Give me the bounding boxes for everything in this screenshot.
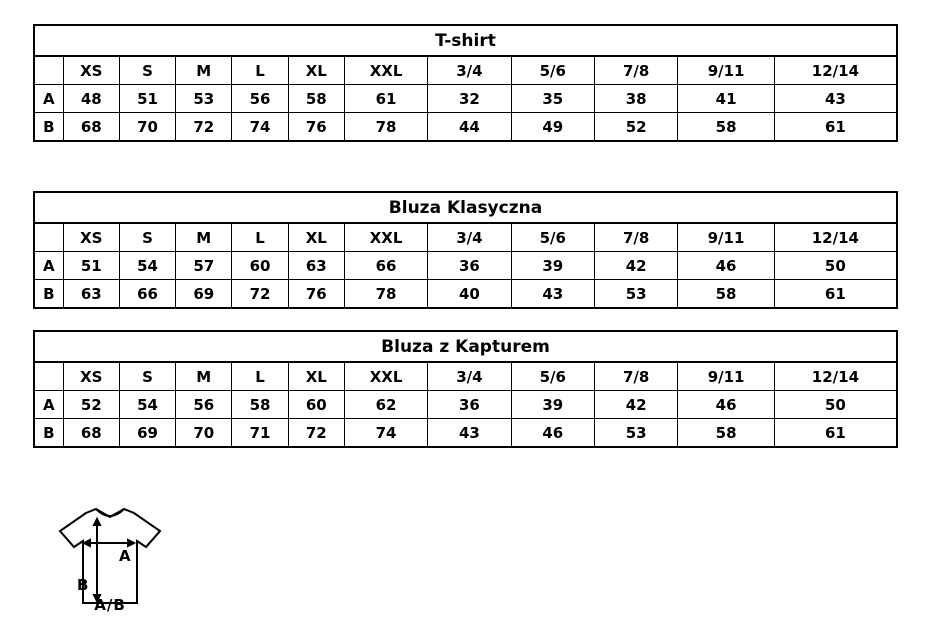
table-header-row (34, 223, 897, 252)
table-cell: 54 (119, 391, 175, 419)
table-cell: 74 (344, 419, 427, 448)
column-header: XL (288, 362, 344, 391)
table-cell: 39 (511, 391, 594, 419)
size-table-bluza-z-kapturem (33, 330, 898, 448)
table-cell: 74 (232, 113, 288, 142)
table-cell: 66 (344, 252, 427, 280)
table-cell: 69 (176, 280, 232, 309)
table-cell: 43 (428, 419, 511, 448)
column-header: 3/4 (428, 56, 511, 85)
column-header: XL (288, 223, 344, 252)
row-label: A (34, 252, 63, 280)
table-header-row (34, 56, 897, 85)
table-cell: 58 (232, 391, 288, 419)
column-header: S (119, 223, 175, 252)
table-cell: 63 (288, 252, 344, 280)
column-header: M (176, 56, 232, 85)
table-row (34, 113, 897, 142)
table-cell: 58 (678, 113, 774, 142)
row-label: B (34, 280, 63, 309)
table-cell: 52 (63, 391, 119, 419)
table-cell: 46 (678, 391, 774, 419)
size-table-tshirt (33, 24, 898, 142)
column-header: 7/8 (595, 362, 678, 391)
table-cell: 78 (344, 113, 427, 142)
column-header: 7/8 (595, 56, 678, 85)
table-cell: 60 (232, 252, 288, 280)
table-cell: 43 (774, 85, 897, 113)
column-header: 12/14 (774, 362, 897, 391)
row-label: B (34, 419, 63, 448)
table-cell: 68 (63, 419, 119, 448)
table-cell: 72 (232, 280, 288, 309)
table-cell: 36 (428, 252, 511, 280)
table-cell: 76 (288, 113, 344, 142)
table-cell: 53 (176, 85, 232, 113)
table-title-row (34, 192, 897, 223)
table-cell: 66 (119, 280, 175, 309)
table-cell: 61 (774, 113, 897, 142)
column-header: 7/8 (594, 223, 677, 252)
table-cell: 38 (595, 85, 678, 113)
column-header: M (176, 223, 232, 252)
table-cell: 63 (63, 280, 119, 309)
table-cell: 70 (119, 113, 175, 142)
table-title: Bluza z Kapturem (34, 331, 897, 362)
table-cell: 60 (288, 391, 344, 419)
corner-cell (34, 362, 63, 391)
table-title-row (34, 25, 897, 56)
table-cell: 61 (344, 85, 427, 113)
table-cell: 56 (176, 391, 232, 419)
column-header: M (176, 362, 232, 391)
table-row (34, 391, 897, 419)
table-row (34, 280, 897, 309)
column-header: L (232, 362, 288, 391)
column-header: S (119, 56, 175, 85)
table-cell: 32 (428, 85, 511, 113)
table-cell: 52 (595, 113, 678, 142)
table-cell: 53 (594, 280, 677, 309)
column-header: L (232, 56, 288, 85)
table-cell: 78 (344, 280, 427, 309)
column-header: XS (63, 223, 119, 252)
table-cell: 70 (176, 419, 232, 448)
column-header: 9/11 (678, 362, 774, 391)
column-header: 5/6 (511, 56, 594, 85)
table-row (34, 419, 897, 448)
table-cell: 48 (63, 85, 119, 113)
table-cell: 57 (176, 252, 232, 280)
column-header: XL (288, 56, 344, 85)
table-cell: 42 (594, 252, 677, 280)
measure-a-arrow-right (128, 540, 134, 546)
column-header: 3/4 (428, 362, 511, 391)
table-cell: 54 (119, 252, 175, 280)
column-header: S (119, 362, 175, 391)
table-cell: 35 (511, 85, 594, 113)
table-title: Bluza Klasyczna (34, 192, 897, 223)
corner-cell (34, 223, 63, 252)
corner-cell (34, 56, 63, 85)
table-cell: 46 (511, 419, 594, 448)
table-cell: 62 (344, 391, 427, 419)
measure-a-label: A (119, 547, 131, 565)
table-header-row (34, 362, 897, 391)
table-cell: 49 (511, 113, 594, 142)
column-header: 3/4 (428, 223, 511, 252)
table-cell: 72 (288, 419, 344, 448)
table-cell: 58 (678, 280, 774, 309)
table-cell: 61 (774, 419, 897, 448)
table-cell: 56 (232, 85, 288, 113)
table-cell: 40 (428, 280, 511, 309)
row-label: A (34, 85, 63, 113)
measure-b-arrow-top (94, 519, 100, 525)
table-row (34, 252, 897, 280)
table-cell: 72 (176, 113, 232, 142)
table-cell: 58 (678, 419, 774, 448)
column-header: 9/11 (678, 56, 774, 85)
table-cell: 51 (119, 85, 175, 113)
column-header: 5/6 (511, 362, 594, 391)
measure-b-label: B (77, 576, 89, 594)
table-cell: 42 (595, 391, 678, 419)
column-header: XXL (344, 362, 427, 391)
table-cell: 43 (511, 280, 594, 309)
table-cell: 53 (595, 419, 678, 448)
column-header: L (232, 223, 288, 252)
table-cell: 51 (63, 252, 119, 280)
size-table-bluza-klasyczna (33, 191, 898, 309)
table-cell: 71 (232, 419, 288, 448)
tshirt-outline (60, 509, 160, 603)
table-cell: 69 (119, 419, 175, 448)
column-header: 5/6 (511, 223, 594, 252)
measure-a-arrow-left (84, 540, 90, 546)
table-cell: 41 (678, 85, 774, 113)
column-header: XS (63, 56, 119, 85)
table-title-row (34, 331, 897, 362)
column-header: 12/14 (774, 223, 897, 252)
table-cell: 44 (428, 113, 511, 142)
column-header: XXL (344, 56, 427, 85)
table-row (34, 85, 897, 113)
diagram-caption: A/B (94, 596, 126, 614)
table-cell: 50 (774, 252, 897, 280)
column-header: XXL (344, 223, 427, 252)
table-cell: 36 (428, 391, 511, 419)
row-label: A (34, 391, 63, 419)
column-header: 12/14 (774, 56, 897, 85)
table-cell: 39 (511, 252, 594, 280)
table-title: T-shirt (34, 25, 897, 56)
column-header: 9/11 (678, 223, 774, 252)
tshirt-collar (96, 509, 124, 516)
row-label: B (34, 113, 63, 142)
table-cell: 50 (774, 391, 897, 419)
table-cell: 61 (774, 280, 897, 309)
column-header: XS (63, 362, 119, 391)
table-cell: 58 (288, 85, 344, 113)
table-cell: 68 (63, 113, 119, 142)
table-cell: 76 (288, 280, 344, 309)
table-cell: 46 (678, 252, 774, 280)
